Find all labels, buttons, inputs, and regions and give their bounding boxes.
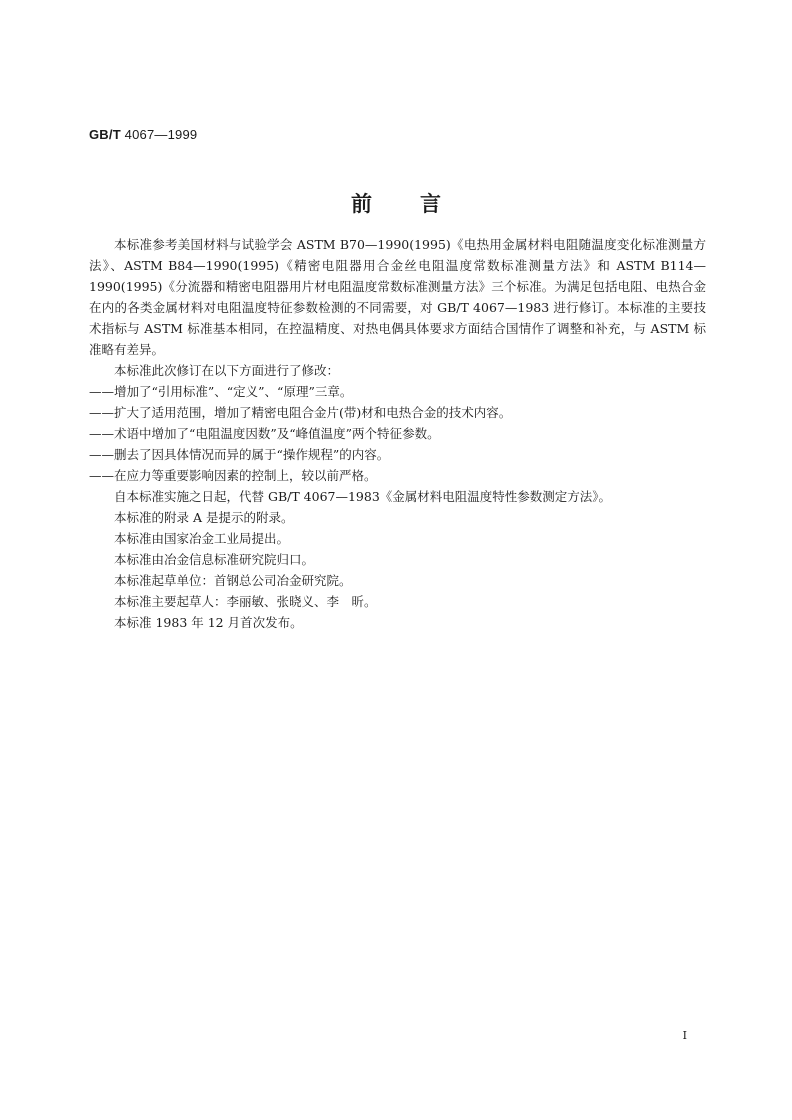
- standard-prefix: GB/T: [89, 127, 121, 142]
- drafters-statement: 本标准主要起草人：李丽敏、张晓义、李 昕。: [114, 594, 377, 609]
- standard-number: 4067—1999: [124, 127, 198, 142]
- revision-intro: 本标准此次修订在以下方面进行了修改：: [114, 363, 340, 378]
- administrator-statement: 本标准由冶金信息标准研究院归口。: [114, 552, 315, 567]
- replacement-statement: 自本标准实施之日起，代替 GB/T 4067—1983《金属材料电阻温度特性参数测定方法》。: [114, 489, 612, 504]
- foreword-body: [89, 234, 706, 633]
- standard-code: [89, 127, 197, 142]
- intro-paragraph: 本标准参考美国材料与试验学会 ASTM B70—1990(1995)《电热用金属材料电阻随温度变化标准测量方法》、ASTM B84—1990(1995)《精密电阻器用合金丝电阻温度常数标准测量方法》和 ASTM B114—1990(1995)《分流器和精密电阻器用片材电阻温度常数标准测量方法》三个标准。为满足包括电阻、电热合金在内的各类金属材料对电阻温度特征参数检测的不同需要，对 GB/T 4067—1983 进行修订。本标准的主要技术指标与 ASTM 标准基本相同，在控温精度、对热电偶具体要求方面结合国情作了调整和补充，与 ASTM 标准略有差异。: [89, 237, 706, 357]
- revision-item: ——扩大了适用范围，增加了精密电阻合金片(带)材和电热合金的技术内容。: [89, 405, 512, 420]
- first-release-statement: 本标准 1983 年 12 月首次发布。: [114, 615, 303, 630]
- proposer-statement: 本标准由国家冶金工业局提出。: [114, 531, 290, 546]
- page-title: 前言: [351, 191, 489, 216]
- drafting-unit-statement: 本标准起草单位：首钢总公司冶金研究院。: [114, 573, 352, 588]
- revision-item: ——删去了因具体情况而异的属于“操作规程”的内容。: [89, 447, 390, 462]
- revision-item: ——在应力等重要影响因素的控制上，较以前严格。: [89, 468, 377, 483]
- revision-item: ——术语中增加了“电阻温度因数”及“峰值温度”两个特征参数。: [89, 426, 440, 441]
- appendix-statement: 本标准的附录 A 是提示的附录。: [114, 510, 294, 525]
- revision-item: ——增加了“引用标准”、“定义”、“原理”三章。: [89, 384, 353, 399]
- page-number: I: [682, 1029, 687, 1042]
